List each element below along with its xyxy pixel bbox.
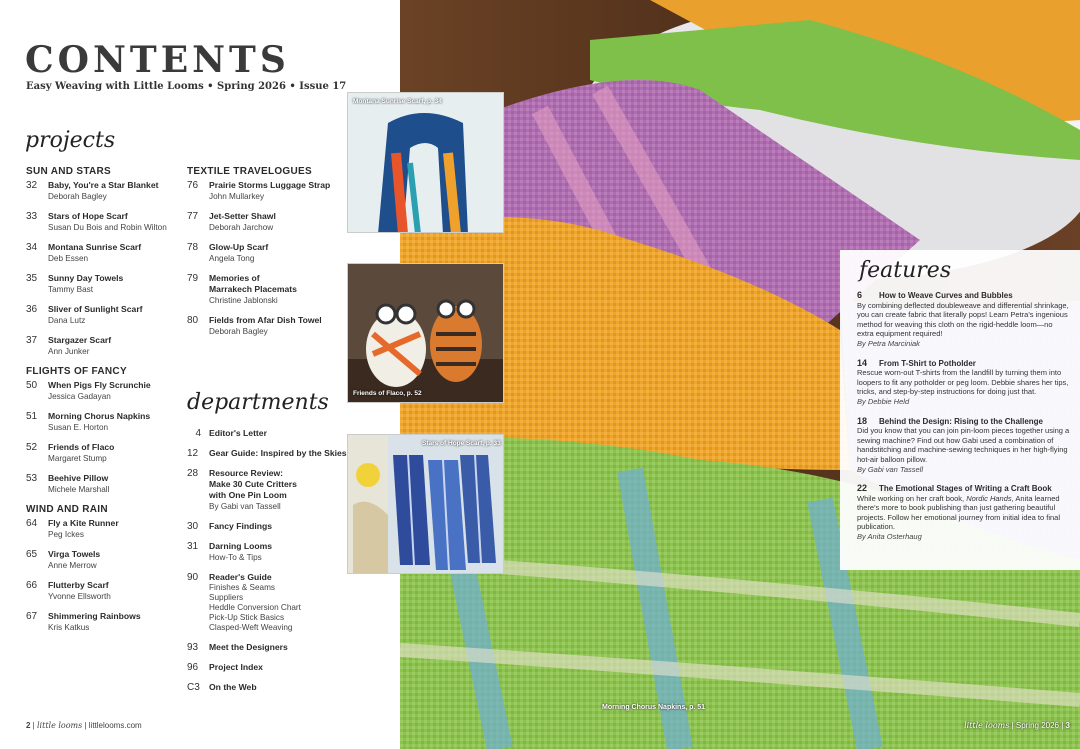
page-number: 35 <box>26 273 38 284</box>
entry-subitem: Suppliers <box>209 593 244 602</box>
left-page <box>0 0 400 749</box>
entry-title: When Pigs Fly Scrunchie <box>48 380 151 390</box>
entry-title: Memories of <box>209 273 260 283</box>
feature-byline: By Anita Osterhaug <box>857 532 922 542</box>
page-number: 90 <box>187 572 199 583</box>
entry-title: Virga Towels <box>48 549 101 559</box>
toc-entry[interactable] <box>26 335 201 357</box>
entry-title: Shimmering Rainbows <box>48 611 141 621</box>
issue-subtitle: Easy Weaving with Little Looms • Spring 2026 • Issue 17 <box>26 81 347 92</box>
page-number: 77 <box>187 211 199 222</box>
entry-author: By Gabi van Tassell <box>209 502 281 511</box>
page-number: 31 <box>187 541 199 552</box>
folio-magazine-name: little looms <box>964 721 1010 730</box>
toc-entry[interactable] <box>26 549 201 571</box>
toc-entry[interactable] <box>26 411 201 433</box>
left-folio: 2 | little looms | littlelooms.com <box>26 721 142 730</box>
entry-author: Christine Jablonski <box>209 296 278 305</box>
entry-title: Fly a Kite Runner <box>48 518 119 528</box>
feature-entry[interactable] <box>857 484 1070 542</box>
entry-title: Montana Sunrise Scarf <box>48 242 142 252</box>
page-number: 76 <box>187 180 199 191</box>
page-number: 14 <box>857 357 868 368</box>
page-number: 65 <box>26 549 38 560</box>
toc-entry[interactable] <box>26 580 201 602</box>
entry-author: Susan E. Horton <box>48 423 109 432</box>
entry-author: Margaret Stump <box>48 454 107 463</box>
page-number: 67 <box>26 611 38 622</box>
toc-entry[interactable] <box>26 380 201 402</box>
page-number: 32 <box>26 180 38 191</box>
page-number: 96 <box>187 662 199 673</box>
entry-subitem: Clasped-Weft Weaving <box>209 623 293 632</box>
entry-title-line-2: Make 30 Cute Critters <box>209 479 297 489</box>
entry-title: Stargazer Scarf <box>48 335 112 345</box>
entry-author: Kris Katkus <box>48 623 90 632</box>
projects-column-2 <box>187 166 362 346</box>
entry-subitem: Finishes & Seams <box>209 583 275 592</box>
feature-description: Rescue worn-out T-shirts from the landfill by turning them into loopers to fit any potholder or peg loom. Debbie shares her tips, tricks, and step-by-step instructions for doing just that. <box>857 368 1069 397</box>
toc-entry[interactable] <box>26 242 201 264</box>
page-number: 33 <box>26 211 38 222</box>
page-number: 34 <box>26 242 38 253</box>
entry-author: Dana Lutz <box>48 316 86 325</box>
feature-description <box>857 494 1060 532</box>
entry-author: Tammy Bast <box>48 285 94 294</box>
toc-entry[interactable] <box>187 273 362 306</box>
owls-illustration <box>348 264 504 403</box>
toc-entry[interactable] <box>26 304 201 326</box>
feature-text-part: While working on her craft book, <box>857 493 967 503</box>
entry-title: Sliver of Sunlight Scarf <box>48 304 143 314</box>
page-number: 6 <box>857 290 863 300</box>
entry-author: Deborah Jarchow <box>209 223 274 232</box>
entry-subitem: Heddle Conversion Chart <box>209 603 301 612</box>
entry-title-line-3: with One Pin Loom <box>209 490 287 500</box>
entry-title: Prairie Storms Luggage Strap <box>209 180 331 190</box>
feature-text-part: , Anita learned there's more to book publishing than just gathering beautiful projects. Follow her emotional journey from initial idea to final publication. <box>857 493 1061 532</box>
page-number: 78 <box>187 242 199 253</box>
page-number: 37 <box>26 335 38 346</box>
section-heading: FLIGHTS OF FANCY <box>26 366 127 377</box>
page-title: CONTENTS <box>25 39 290 81</box>
folio-page-number: 3 <box>1065 721 1070 730</box>
toc-entry[interactable] <box>187 682 377 693</box>
page-number: 66 <box>26 580 38 591</box>
entry-title-line-2: Marrakech Placemats <box>209 284 297 294</box>
section-heading: WIND AND RAIN <box>26 504 108 515</box>
entry-title: Resource Review: <box>209 468 284 478</box>
toc-entry[interactable] <box>187 180 362 202</box>
entry-title: Stars of Hope Scarf <box>48 211 128 221</box>
entry-title: Fields from Afar Dish Towel <box>209 315 322 325</box>
page-number: 36 <box>26 304 38 315</box>
toc-entry[interactable] <box>26 518 201 540</box>
thumbnail-montana-sunrise-scarf[interactable] <box>347 92 504 233</box>
page-number: 4 <box>195 428 201 439</box>
entry-title: Jet-Setter Shawl <box>209 211 276 221</box>
feature-entry[interactable] <box>857 359 1070 407</box>
toc-entry[interactable] <box>187 315 362 337</box>
entry-author: Ann Junker <box>48 347 90 356</box>
entry-title: Beehive Pillow <box>48 473 109 483</box>
page-number: C3 <box>187 682 200 693</box>
entry-author: Anne Merrow <box>48 561 97 570</box>
entry-author: Deborah Bagley <box>48 192 107 201</box>
entry-title: Morning Chorus Napkins <box>48 411 151 421</box>
toc-entry[interactable] <box>26 180 201 202</box>
folio-season: Spring 2026 <box>1015 721 1060 730</box>
toc-entry[interactable] <box>187 572 377 633</box>
entry-author: Peg Ickes <box>48 530 84 539</box>
page-number: 50 <box>26 380 38 391</box>
entry-title: Editor's Letter <box>209 428 267 438</box>
toc-entry[interactable] <box>26 211 201 233</box>
page-number: 80 <box>187 315 199 326</box>
entry-author: Angela Tong <box>209 254 255 263</box>
toc-entry[interactable] <box>187 662 377 673</box>
folio-magazine-name: little looms <box>36 721 83 730</box>
right-folio: little looms | Spring 2026 | 3 <box>964 721 1070 730</box>
caption-stars: Stars of Hope Scarf, p. 33 <box>422 440 501 447</box>
features-panel <box>840 250 1080 570</box>
toc-entry[interactable] <box>26 611 201 633</box>
entry-author: Jessica Gadayan <box>48 392 111 401</box>
entry-title: Sunny Day Towels <box>48 273 124 283</box>
feature-title: From T-Shirt to Potholder <box>879 358 976 368</box>
entry-title: Friends of Flaco <box>48 442 115 452</box>
entry-title: Fancy Findings <box>209 521 273 531</box>
feature-description: Did you know that you can join pin-loom pieces together using a sewing machine? Find out how Gabi used a combination of handstitching and machine-sewing techniques in her high-flying hot-air balloon pillow. <box>857 426 1070 464</box>
section-heading: TEXTILE TRAVELOGUES <box>187 166 312 177</box>
blue-scarves-illustration <box>348 435 504 574</box>
feature-byline: By Gabi van Tassell <box>857 464 924 474</box>
entry-title: Reader's Guide <box>209 572 272 582</box>
entry-author: How-To & Tips <box>209 553 262 562</box>
entry-title: On the Web <box>209 682 257 692</box>
entry-author: Deb Essen <box>48 254 89 263</box>
entry-title: Baby, You're a Star Blanket <box>48 180 159 190</box>
page-number: 53 <box>26 473 38 484</box>
page-number: 64 <box>26 518 38 529</box>
book-title: Nordic Hands <box>966 493 1012 503</box>
folio-page-number: 2 <box>26 721 31 730</box>
toc-entry[interactable] <box>26 273 201 295</box>
section-heading: SUN AND STARS <box>26 166 112 177</box>
page-number: 18 <box>857 415 868 426</box>
feature-byline: By Debbie Held <box>857 396 910 406</box>
projects-heading: projects <box>25 128 116 153</box>
entry-author: Susan Du Bois and Robin Wilton <box>48 223 167 232</box>
entry-title: Project Index <box>209 662 263 672</box>
page-number: 52 <box>26 442 38 453</box>
entry-title: Glow-Up Scarf <box>209 242 269 252</box>
caption-flaco: Friends of Flaco, p. 52 <box>353 390 422 397</box>
scarf-illustration <box>348 93 504 233</box>
caption-napkins: Morning Chorus Napkins, p. 51 <box>602 704 706 711</box>
entry-author: John Mullarkey <box>209 192 265 201</box>
toc-entry[interactable] <box>26 442 201 464</box>
features-heading: features <box>859 258 952 283</box>
entry-author: Michele Marshall <box>48 485 110 494</box>
thumbnail-friends-of-flaco[interactable] <box>347 263 504 403</box>
page-number: 30 <box>187 521 199 532</box>
entry-title: Gear Guide: Inspired by the Skies <box>209 448 347 458</box>
page-number: 93 <box>187 642 199 653</box>
toc-entry[interactable] <box>187 642 377 653</box>
page-number: 79 <box>187 273 199 284</box>
toc-entry[interactable] <box>187 242 362 264</box>
entry-title: Flutterby Scarf <box>48 580 109 590</box>
departments-heading: departments <box>187 390 329 415</box>
entry-subitem: Pick-Up Stick Basics <box>209 613 285 622</box>
thumbnail-stars-of-hope-scarf[interactable] <box>347 434 504 574</box>
toc-entry[interactable] <box>26 473 201 495</box>
folio-website: littlelooms.com <box>88 721 142 730</box>
entry-author: Yvonne Ellsworth <box>48 592 111 601</box>
caption-montana: Montana Sunrise Scarf, p. 34 <box>353 98 442 105</box>
page-number: 22 <box>857 483 868 494</box>
feature-title: Behind the Design: Rising to the Challenge <box>879 416 1044 426</box>
page-number: 12 <box>187 448 199 459</box>
entry-title: Darning Looms <box>209 541 273 551</box>
toc-entry[interactable] <box>187 211 362 233</box>
feature-title: How to Weave Curves and Bubbles <box>879 291 1013 300</box>
feature-description: By combining deflected doubleweave and differential shrinkage, you can create fabric that literally pops! Learn Petra's ingenious method for weaving this cloth on the rigid-heddle loom—no extra equipment required! <box>857 300 1069 339</box>
entry-author: Deborah Bagley <box>209 327 268 336</box>
entry-title: Meet the Designers <box>209 642 288 652</box>
projects-column-1 <box>26 166 201 642</box>
feature-byline: By Petra Marciniak <box>857 338 920 348</box>
page-number: 28 <box>187 468 199 479</box>
page-number: 51 <box>26 411 38 422</box>
feature-entry[interactable] <box>857 291 1070 349</box>
feature-entry[interactable] <box>857 417 1070 475</box>
feature-title: The Emotional Stages of Writing a Craft Book <box>879 484 1052 494</box>
